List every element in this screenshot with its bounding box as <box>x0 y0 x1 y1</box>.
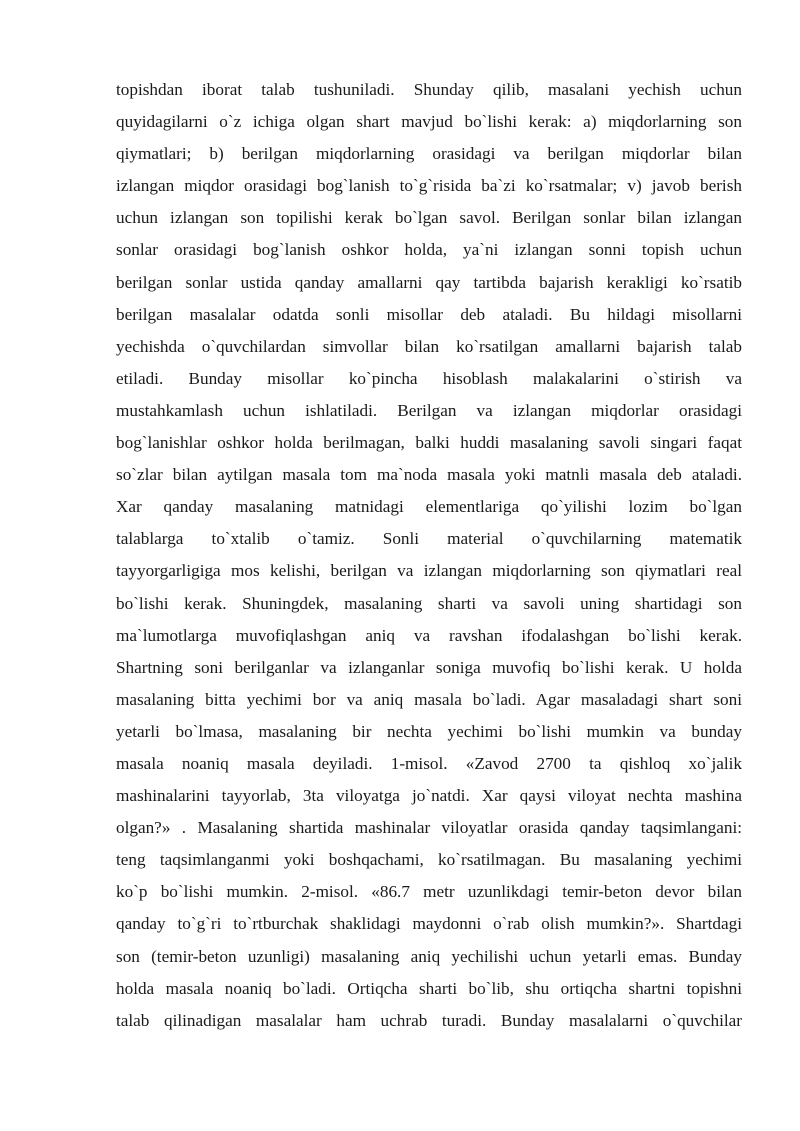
text-line: qanday to`g`ri to`rtburchak shaklidagi maydonni o`rab olish mumkin?». Shartdagi <box>116 914 742 934</box>
text-line: talab qilinadigan masalalar ham uchrab turadi. Bunday masalalarni o`quvchilar <box>116 1010 742 1030</box>
text-line: holda masala noaniq bo`ladi. Ortiqcha sharti bo`lib, shu ortiqcha shartni topishni <box>116 978 742 998</box>
body-text <box>116 74 742 1037</box>
text-line: uchun izlangan son topilishi kerak bo`lgan savol. Berilgan sonlar bilan izlangan <box>116 208 742 228</box>
text-line: tayyorgarligiga mos kelishi, berilgan va izlangan miqdorlarning son qiymatlari real <box>116 561 742 581</box>
text-line: bog`lanishlar oshkor holda berilmagan, balki huddi masalaning savoli singari faqat <box>116 433 742 453</box>
text-line: so`zlar bilan aytilgan masala tom ma`noda masala yoki matnli masala deb ataladi. <box>116 465 742 485</box>
text-line: bo`lishi kerak. Shuningdek, masalaning sharti va savoli uning shartidagi son <box>116 593 742 613</box>
text-line: izlangan miqdor orasidagi bog`lanish to`g`risida ba`zi ko`rsatmalar; v) javob berish <box>116 176 742 196</box>
text-line: Xar qanday masalaning matnidagi elementlariga qo`yilishi lozim bo`lgan <box>116 497 742 517</box>
text-line: sonlar orasidagi bog`lanish oshkor holda, ya`ni izlangan sonni topish uchun <box>116 240 742 260</box>
text-line: masalaning bitta yechimi bor va aniq masala bo`ladi. Agar masaladagi shart soni <box>116 689 742 709</box>
text-line: yetarli bo`lmasa, masalaning bir nechta yechimi bo`lishi mumkin va bunday <box>116 721 742 741</box>
text-line: etiladi. Bunday misollar ko`pincha hisoblash malakalarini o`stirish va <box>116 368 742 388</box>
text-line: masala noaniq masala deyiladi. 1-misol. «Zavod 2700 ta qishloq xo`jalik <box>116 753 742 773</box>
text-line: yechishda o`quvchilardan simvollar bilan ko`rsatilgan amallarni bajarish talab <box>116 336 742 356</box>
text-line: qiymatlari; b) berilgan miqdorlarning orasidagi va berilgan miqdorlar bilan <box>116 144 742 164</box>
text-line: topishdan iborat talab tushuniladi. Shunday qilib, masalani yechish uchun <box>116 80 742 99</box>
text-line: son (temir-beton uzunligi) masalaning aniq yechilishi uchun yetarli emas. Bunday <box>116 946 742 966</box>
text-line: berilgan masalalar odatda sonli misollar deb ataladi. Bu hildagi misollarni <box>116 304 742 324</box>
text-line: olgan?» . Masalaning shartida mashinalar viloyatlar orasida qanday taqsimlangani: <box>116 818 742 838</box>
text-line: ko`p bo`lishi mumkin. 2-misol. «86.7 metr uzunlikdagi temir-beton devor bilan <box>116 882 742 902</box>
text-line: talablarga to`xtalib o`tamiz. Sonli material o`quvchilarning matematik <box>116 529 742 549</box>
text-line: mashinalarini tayyorlab, 3ta viloyatga jo`natdi. Xar qaysi viloyat nechta mashina <box>116 786 742 806</box>
text-line: Shartning soni berilganlar va izlanganlar soniga muvofiq bo`lishi kerak. U holda <box>116 657 742 677</box>
text-line: berilgan sonlar ustida qanday amallarni qay tartibda bajarish kerakligi ko`rsatib <box>116 272 742 292</box>
text-line: quyidagilarni o`z ichiga olgan shart mavjud bo`lishi kerak: a) miqdorlarning son <box>116 112 742 132</box>
text-line: ma`lumotlarga muvofiqlashgan aniq va ravshan ifodalashgan bo`lishi kerak. <box>116 625 742 645</box>
text-line: teng taqsimlanganmi yoki boshqachami, ko`rsatilmagan. Bu masalaning yechimi <box>116 850 742 870</box>
text-line: mustahkamlash uchun ishlatiladi. Berilgan va izlangan miqdorlar orasidagi <box>116 400 742 420</box>
